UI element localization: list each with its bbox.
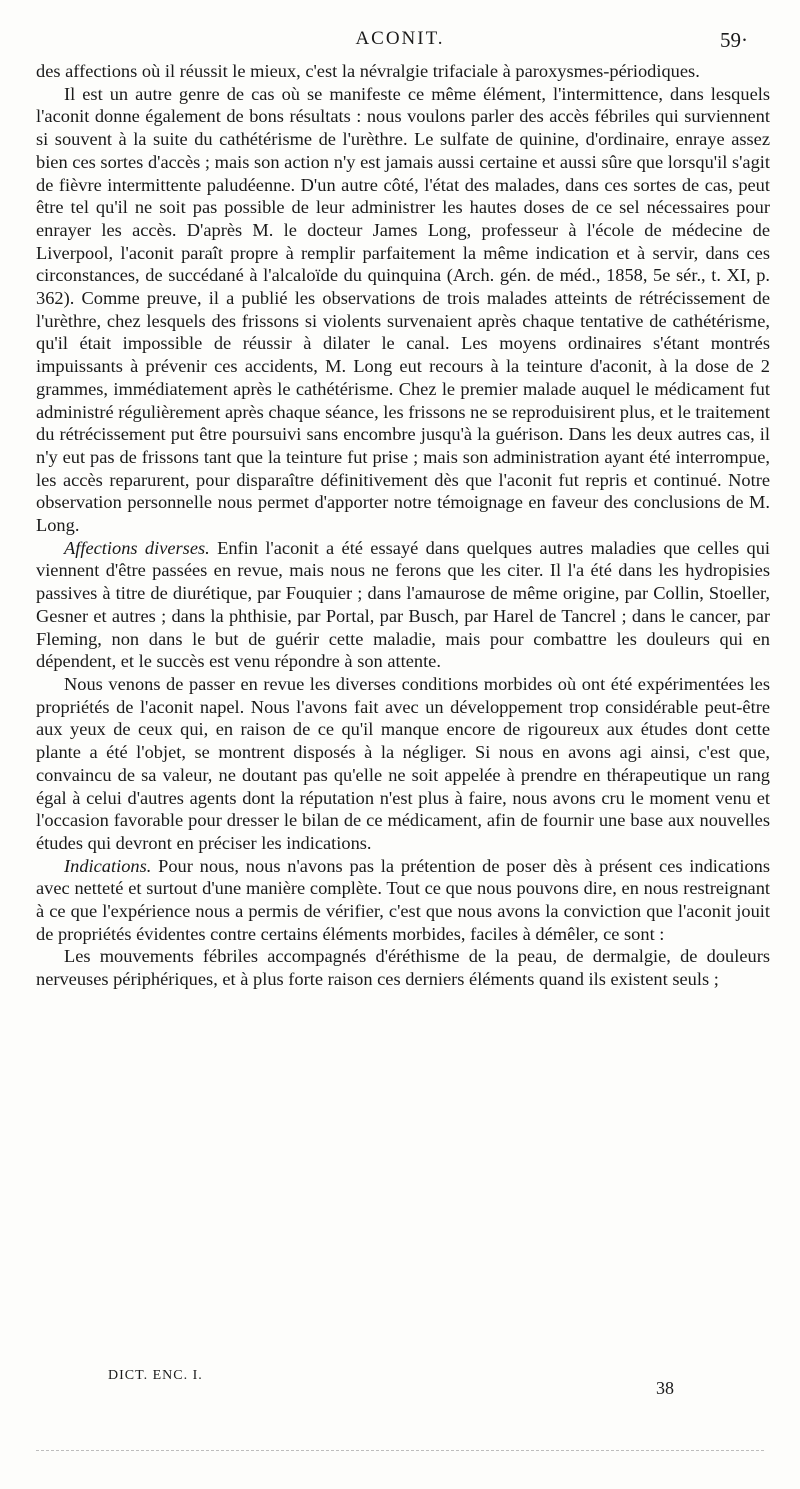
paragraph-affections-diverses: [36, 537, 770, 673]
running-head: [30, 28, 770, 54]
paragraph-text: Les mouvements fébriles accompagnés d'éréthisme de la peau, de dermalgie, de douleurs nerveuses périphériques, et à plus forte raison ces derniers éléments quand ils existent seuls ;: [36, 946, 770, 990]
body-text: [36, 60, 770, 991]
paragraph-intermittence: [36, 83, 770, 537]
paragraph-text: Enfin l'aconit a été essayé dans quelques autres maladies que celles qui viennent d'être passées en revue, mais nous ne ferons que les citer. Il l'a été dans les hydropisies passives à titre de diurétique, par Fouquier ; dans l'amaurose de même origine, par Collin, Stoeller, Gesner et autres ; dans la phthisie, par Portal, par Busch, par Harel de Tancrel ; dans le cancer, par Fleming, non dans le but de guérir cette maladie, mais pour combattre les douleurs qui en dépendent, et le succès est venu répondre à son attente.: [36, 537, 770, 672]
paragraph-continuation: [36, 60, 770, 83]
paragraph-text: Pour nous, nous n'avons pas la prétention de poser dès à présent ces indications avec netteté et surtout d'une manière complète. Tout ce que nous pouvons dire, en nous restreignant à ce que l'expérience nous a permis de vérifier, c'est que nous avons la conviction que l'aconit jouit de propriétés évidentes contre certains éléments morbides, faciles à démêler, ce sont :: [36, 855, 770, 944]
page-number: 59·: [720, 28, 748, 52]
section-lead-affections-diverses: Affections diverses.: [64, 537, 210, 558]
paragraph-mouvements-febriles: [36, 945, 770, 990]
running-title: ACONIT.: [355, 28, 445, 49]
paragraph-text: Nous venons de passer en revue les diverses conditions morbides où ont été expérimentées les propriétés de l'aconit napel. Nous l'avons fait avec un développement trop considérable peut-être aux yeux de ceux qui, en raison de ce qu'il manque encore de rigoureux aux études dont cette plante a été l'objet, se montrent disposés à la négliger. Si nous en avons agi ainsi, c'est que, convaincu de sa valeur, ne doutant pas qu'elle ne soit appelée à prendre en thérapeutique un rang égal à celui d'autres agents dont la réputation n'est plus à faire, nous avons cru le moment venu et l'occasion favorable pour dresser le bilan de ce médicament, afin de fournir une base aux nouvelles études qui devront en préciser les indications.: [36, 673, 770, 853]
page-footer: [36, 1368, 764, 1408]
signature-line: DICT. ENC. I.: [108, 1368, 203, 1383]
section-lead-indications: Indications.: [64, 855, 152, 876]
paragraph-indications: [36, 855, 770, 946]
paragraph-text: des affections où il réussit le mieux, c'est la névralgie trifaciale à paroxysmes-périodiques.: [36, 61, 700, 81]
bottom-rule: [36, 1450, 764, 1451]
paragraph-text: Il est un autre genre de cas où se manifeste ce même élément, l'intermittence, dans lesquels l'aconit donne également de bons résultats : nous voulons parler des accès fébriles qui surviennent si souvent à la suite du cathétérisme de l'urèthre. Le sulfate de quinine, d'ordinaire, enraye assez bien ces sortes d'accès ; mais son action n'y est jamais aussi certaine et aussi sûre que lorsqu'il s'agit de fièvre intermittente paludéenne. D'un autre côté, l'état des malades, dans ces sortes de cas, peut être tel qu'il ne soit pas possible de leur administrer les hautes doses de ce sel nécessaires pour enrayer les accès. D'après M. le docteur James Long, professeur à l'école de médecine de Liverpool, l'aconit paraît propre à remplir parfaitement la même indication et à servir, dans ces circonstances, de succédané à l'alcaloïde du quinquina (Arch. gén. de méd., 1858, 5e sér., t. XI, p. 362). Comme preuve, il a publié les observations de trois malades atteints de rétrécissement de l'urèthre, chez lesquels des frissons si violents survenaient après chaque tentative de cathétérisme, qu'il était impossible de réussir à dilater le canal. Les moyens ordinaires s'étant montrés impuissants à prévenir ces accidents, M. Long eut recours à la teinture d'aconit, à la dose de 2 grammes, immédiatement après le cathétérisme. Chez le premier malade auquel le médicament fut administré régulièrement après chaque séance, les frissons ne se reproduisirent plus, et le traitement du rétrécissement put être poursuivi sans encombre jusqu'à la guérison. Dans les deux autres cas, il n'y eut pas de frissons tant que la teinture fut prise ; mais son administration ayant été interrompue, les accès reparurent, pour disparaître définitivement dès que l'aconit fut repris et continué. Notre observation personnelle nous permet d'apporter notre témoignage en faveur des conclusions de M. Long.: [36, 83, 770, 536]
paragraph-revue: [36, 673, 770, 855]
signature-number: 38: [656, 1378, 674, 1398]
